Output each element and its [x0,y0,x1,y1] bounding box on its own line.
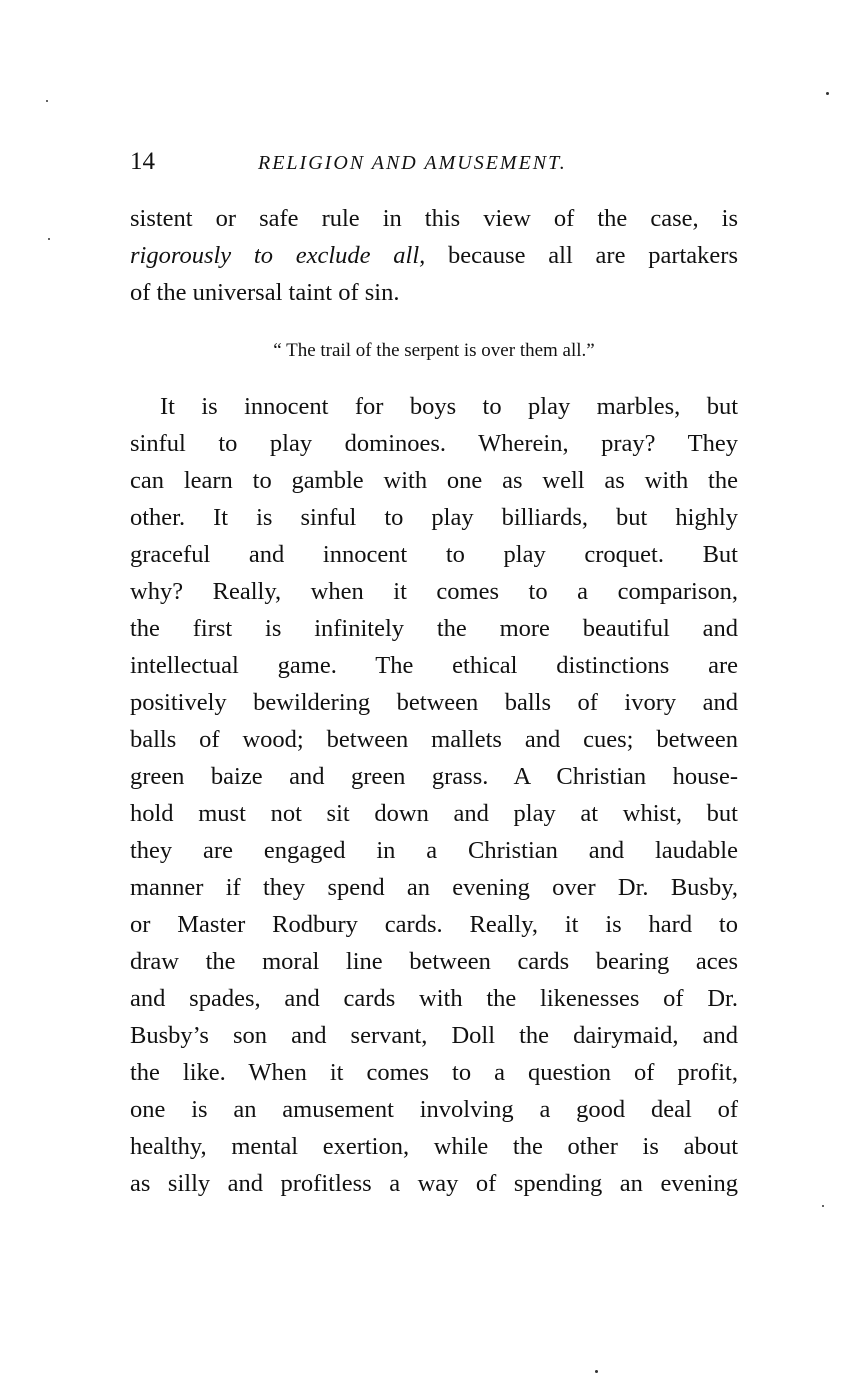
paragraph-2-line: one is an amusement involving a good deal of [130,1096,738,1123]
page-number: 14 [130,148,155,175]
paragraph-2-line: and spades, and cards with the likenesses of Dr. [130,985,738,1012]
scan-speck [46,100,48,102]
epigraph-quote: “ The trail of the serpent is over them all.” [273,340,595,361]
paragraph-1-line-1: sistent or safe rule in this view of the case, is [130,205,738,232]
paragraph-1-line-2 [130,237,738,274]
paragraph-2-line: the like. When it comes to a question of profit, [130,1059,738,1086]
scan-speck [826,92,829,95]
paragraph-2-line: It is innocent for boys to play marbles, but [160,393,738,420]
paragraph-2-line: intellectual game. The ethical distinctions are [130,652,738,679]
paragraph-2-line: they are engaged in a Christian and laudable [130,837,738,864]
scan-speck [595,1370,598,1373]
paragraph-2-line: positively bewildering between balls of ivory and [130,689,738,716]
scan-speck [822,1205,824,1207]
paragraph-2-line: green baize and green grass. A Christian house- [130,763,738,790]
italic-phrase: rigorously to exclude all, [130,242,426,269]
paragraph-2-line: why? Really, when it comes to a comparison, [130,578,738,605]
running-title: RELIGION AND AMUSEMENT. [258,152,567,174]
paragraph-1-line-3: of the universal taint of sin. [130,279,400,306]
paragraph-2-line: draw the moral line between cards bearing aces [130,948,738,975]
paragraph-2-line: sinful to play dominoes. Wherein, pray? They [130,430,738,457]
paragraph-2-line: hold must not sit down and play at whist, but [130,800,738,827]
paragraph-2-line: can learn to gamble with one as well as with the [130,467,738,494]
paragraph-2-line: as silly and profitless a way of spending an evening [130,1170,738,1197]
paragraph-2-line: balls of wood; between mallets and cues; between [130,726,738,753]
paragraph-2-line: healthy, mental exertion, while the other is about [130,1133,738,1160]
paragraph-1 [130,200,738,311]
scan-speck [48,238,50,240]
paragraph-2-line: graceful and innocent to play croquet. But [130,541,738,568]
paragraph-2-line: the first is infinitely the more beautiful and [130,615,738,642]
paragraph-2 [130,388,738,1202]
paragraph-1-line-2-rest: because all are partakers [425,242,738,269]
paragraph-2-line: or Master Rodbury cards. Really, it is hard to [130,911,738,938]
paragraph-2-line: manner if they spend an evening over Dr. Busby, [130,874,738,901]
paragraph-2-line: Busby’s son and servant, Doll the dairymaid, and [130,1022,738,1049]
page-header [130,148,740,184]
paragraph-2-line: other. It is sinful to play billiards, but highly [130,504,738,531]
